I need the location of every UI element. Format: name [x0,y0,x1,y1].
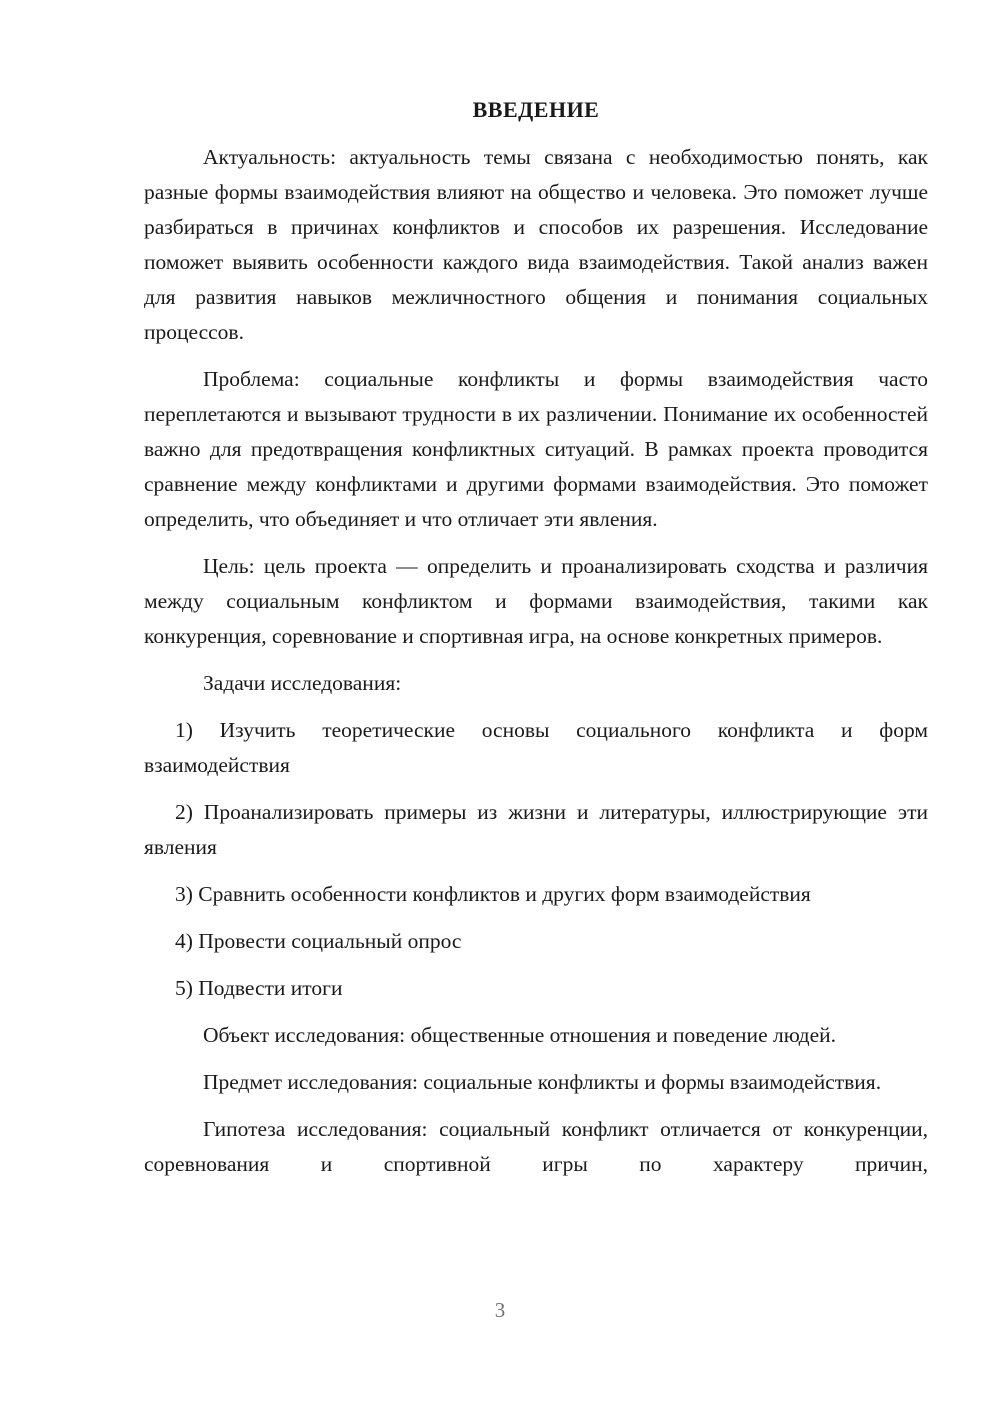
tasks-list [144,713,928,1006]
problem-paragraph: Проблема: социальные конфликты и формы взаимодействия часто переплетаются и вызывают трудности в их различении. Понимание их особенностей важно для предотвращения конфликтных ситуаций. В рамках проекта проводится сравнение между конфликтами и другими формами взаимодействия. Это поможет определить, что объединяет и что отличает эти явления. [144,367,928,531]
task-item: 4) Провести социальный опрос [175,929,462,953]
subject-paragraph: Предмет исследования: социальные конфликты и формы взаимодействия. [203,1070,882,1094]
document-page [144,95,928,1194]
goal-paragraph: Цель: цель проекта — определить и проанализировать сходства и различия между социальным конфликтом и формами взаимодействия, такими как конкуренция, соревнование и спортивная игра, на основе конкретных примеров. [144,554,928,648]
object-paragraph: Объект исследования: общественные отношения и поведение людей. [203,1023,837,1047]
task-item: 1) Изучить теоретические основы социального конфликта и форм взаимодействия [144,718,928,777]
section-title: ВВЕДЕНИЕ [472,97,600,122]
tasks-heading: Задачи исследования: [203,671,402,695]
page-number: 3 [494,1298,506,1322]
hypothesis-paragraph: Гипотеза исследования: социальный конфликт отличается от конкуренции, соревнования и спортивной игры по характеру причин, [144,1117,928,1176]
task-item: 2) Проанализировать примеры из жизни и литературы, иллюстрирующие эти явления [144,800,928,859]
task-item: 5) Подвести итоги [175,976,343,1000]
task-item: 3) Сравнить особенности конфликтов и других форм взаимодействия [175,882,811,906]
relevance-paragraph: Актуальность: актуальность темы связана с необходимостью понять, как разные формы взаимодействия влияют на общество и человека. Это поможет лучше разбираться в причинах конфликтов и способов их разрешения. Исследование поможет выявить особенности каждого вида взаимодействия. Такой анализ важен для развития навыков межличностного общения и понимания социальных процессов. [144,145,928,344]
